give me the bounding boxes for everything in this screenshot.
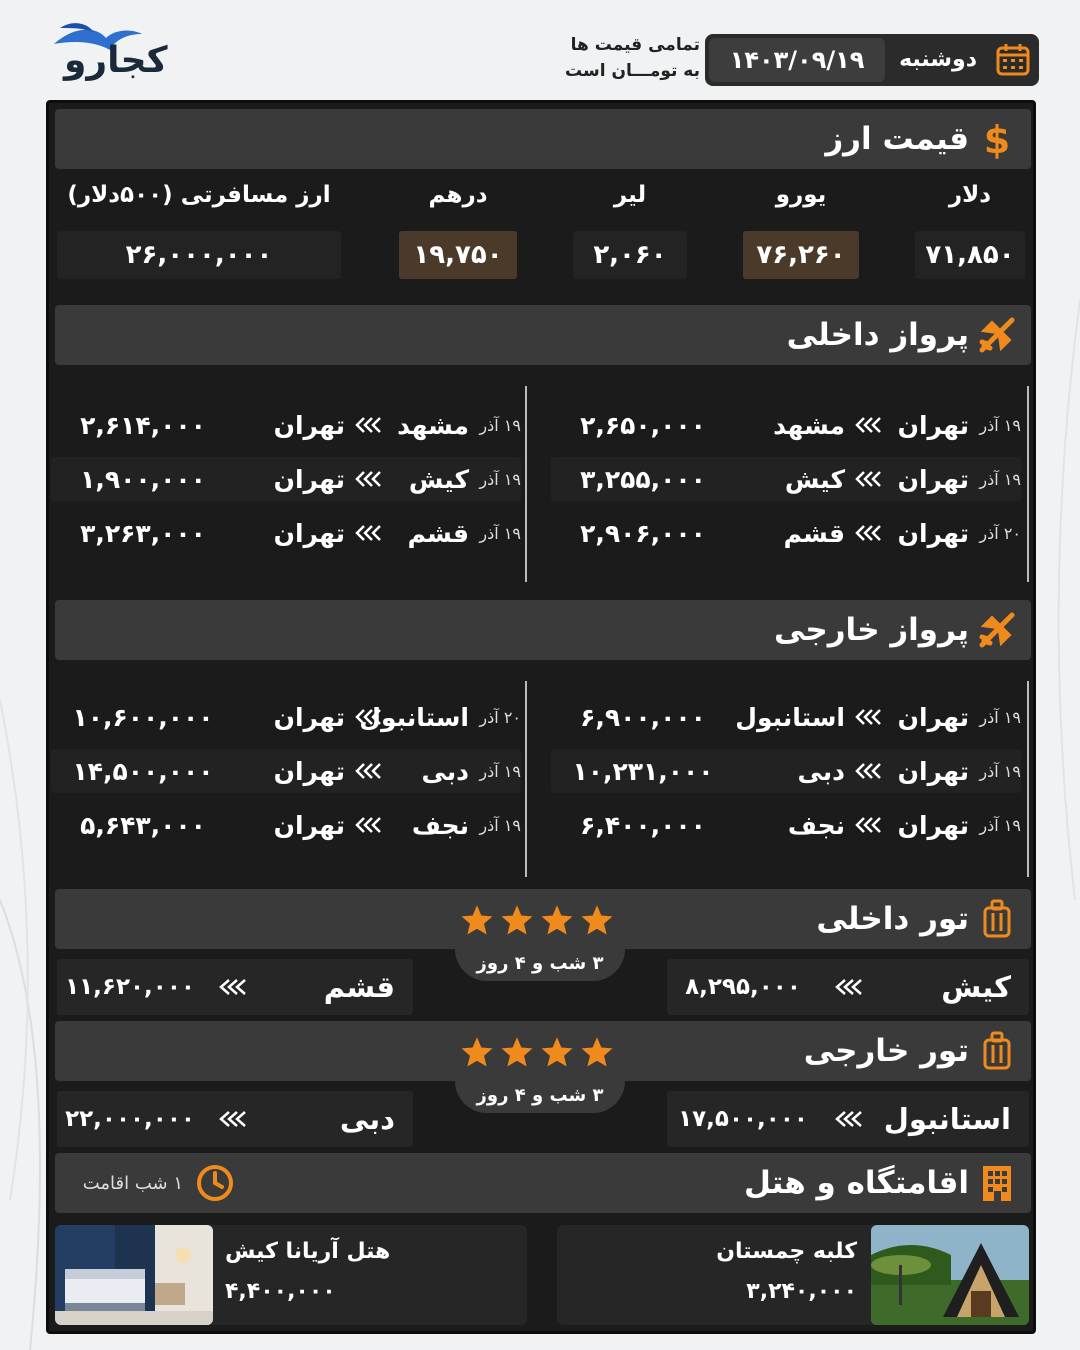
foreign-flights-header [55, 600, 1031, 660]
flight-price: ۶,۴۰۰,۰۰۰ [580, 810, 706, 840]
foreign-tour-duration: ۳ شب و ۴ روز [455, 1081, 625, 1113]
price-note-line2: به تومـــان است [565, 61, 700, 81]
flight-price: ۱۴,۵۰۰,۰۰۰ [72, 756, 214, 786]
star-icon [499, 903, 535, 943]
divider [1027, 386, 1029, 582]
flight-row[interactable] [551, 511, 1021, 555]
currency-label: یورو [775, 182, 827, 208]
flight-destination: تهران [273, 464, 345, 494]
hotel-name: هتل آریانا کیش [225, 1239, 391, 1264]
chevrons-icon [203, 1109, 263, 1129]
flight-date: ۱۹ آذر [979, 707, 1021, 727]
star-icon [459, 903, 495, 943]
currency-label: ارز مسافرتی (۵۰۰دلار) [67, 182, 331, 208]
flight-origin: نجف [411, 810, 469, 840]
tour-name: قشم [323, 970, 395, 1004]
flight-destination: تهران [273, 410, 345, 440]
currency-dirham [399, 175, 517, 279]
flight-destination: استانبول [735, 702, 845, 732]
stay-info [55, 1153, 235, 1213]
flight-destination: نجف [787, 810, 845, 840]
hotel-card[interactable] [55, 1225, 527, 1325]
flight-price: ۲,۹۰۶,۰۰۰ [580, 518, 706, 548]
flight-origin: تهران [897, 756, 969, 786]
flight-date: ۱۹ آذر [479, 523, 521, 543]
flight-row[interactable] [51, 457, 521, 501]
currency-value: ۷۱,۸۵۰ [915, 231, 1025, 279]
flight-date: ۱۹ آذر [479, 761, 521, 781]
chevrons-icon [845, 415, 891, 435]
star-icon [459, 1035, 495, 1075]
flight-origin: تهران [897, 702, 969, 732]
chevrons-icon [819, 977, 879, 997]
currency-label: درهم [428, 182, 488, 208]
divider [525, 681, 527, 877]
weekday: دوشنبه [899, 47, 977, 72]
stay-text: ۱ شب اقامت [82, 1172, 183, 1194]
star-icon [579, 903, 615, 943]
currency-value: ۷۶,۲۶۰ [743, 231, 859, 279]
chevrons-icon [845, 707, 891, 727]
domestic-flights-title: پرواز داخلی [786, 317, 969, 353]
flight-date: ۱۹ آذر [479, 815, 521, 835]
flight-price: ۲,۶۱۴,۰۰۰ [80, 410, 206, 440]
flight-destination: دبی [797, 756, 845, 786]
flight-destination: تهران [273, 518, 345, 548]
flight-price: ۱۰,۶۰۰,۰۰۰ [72, 702, 214, 732]
flight-origin: تهران [897, 464, 969, 494]
tour-name: دبی [339, 1102, 395, 1136]
hotel-name: کلبه چمستان [716, 1239, 857, 1264]
foreign-tour-title: تور خارجی [803, 1033, 969, 1069]
price-note-line1: تمامی قیمت ها [570, 35, 700, 55]
flight-price: ۳,۲۶۳,۰۰۰ [80, 518, 206, 548]
flight-origin: استانبول [359, 702, 469, 732]
tour-card[interactable] [57, 1091, 413, 1147]
flight-row[interactable] [51, 749, 521, 793]
tour-card[interactable] [667, 1091, 1029, 1147]
currency-header [55, 109, 1031, 169]
chevrons-icon [345, 415, 391, 435]
plane-icon [977, 610, 1017, 650]
divider [1027, 681, 1029, 877]
chevrons-icon [845, 815, 891, 835]
flight-origin: تهران [897, 410, 969, 440]
currency-title: قیمت ارز [825, 121, 969, 157]
chevrons-icon [345, 707, 391, 727]
hotel-card[interactable] [557, 1225, 1029, 1325]
currency-lira [573, 175, 687, 279]
flight-row[interactable] [551, 457, 1021, 501]
flight-origin: تهران [897, 518, 969, 548]
flight-date: ۱۹ آذر [979, 415, 1021, 435]
domestic-flights-header [55, 305, 1031, 365]
foreign-flights-title: پرواز خارجی [774, 612, 969, 648]
divider [525, 386, 527, 582]
chevrons-icon [345, 469, 391, 489]
tour-price: ۲۲,۰۰۰,۰۰۰ [65, 1106, 195, 1132]
date-value: ۱۴۰۳/۰۹/۱۹ [709, 38, 885, 82]
currency-euro [743, 175, 859, 279]
flight-row[interactable] [551, 749, 1021, 793]
flight-destination: مشهد [773, 410, 845, 440]
dollar-icon [977, 119, 1017, 159]
currency-dollar [915, 175, 1025, 279]
chevrons-icon [345, 523, 391, 543]
flight-price: ۳,۲۵۵,۰۰۰ [580, 464, 706, 494]
currency-value: ۲,۰۶۰ [573, 231, 687, 279]
currency-value: ۱۹,۷۵۰ [399, 231, 517, 279]
currency-label: لیر [613, 182, 647, 208]
tour-price: ۱۱,۶۲۰,۰۰۰ [65, 974, 195, 1000]
tour-price: ۸,۲۹۵,۰۰۰ [685, 974, 801, 1000]
flight-row[interactable] [51, 511, 521, 555]
star-icon [579, 1035, 615, 1075]
hotels-title: اقامتگاه و هتل [743, 1165, 969, 1201]
flight-row[interactable] [551, 803, 1021, 847]
chevrons-icon [345, 761, 391, 781]
currency-label: دلار [948, 182, 992, 208]
tour-name: استانبول [883, 1102, 1011, 1136]
flight-origin: دبی [421, 756, 469, 786]
flight-date: ۱۹ آذر [979, 761, 1021, 781]
flight-destination: قشم [783, 518, 845, 548]
chevrons-icon [203, 977, 263, 997]
currency-value: ۲۶,۰۰۰,۰۰۰ [57, 231, 341, 279]
hotel-photo-room [55, 1225, 213, 1325]
tour-card[interactable] [667, 959, 1029, 1015]
hotel-price: ۳,۲۴۰,۰۰۰ [746, 1279, 857, 1304]
flight-destination: تهران [273, 756, 345, 786]
date-box [705, 34, 1039, 86]
suitcase-icon [977, 899, 1017, 939]
domestic-tour-title: تور داخلی [816, 901, 969, 937]
hotel-photo-cabin [871, 1225, 1029, 1325]
flight-row[interactable] [551, 695, 1021, 739]
tour-name: کیش [941, 970, 1011, 1004]
flight-price: ۵,۶۴۳,۰۰۰ [80, 810, 206, 840]
flight-destination: تهران [273, 810, 345, 840]
domestic-tour-stars [459, 903, 615, 943]
currency-travel [57, 175, 341, 279]
hotel-price: ۴,۴۰۰,۰۰۰ [225, 1279, 336, 1304]
logo-text: کجارو [64, 40, 168, 81]
flight-date: ۱۹ آذر [479, 469, 521, 489]
building-icon [977, 1163, 1017, 1203]
calendar-icon [987, 34, 1039, 86]
star-icon [539, 1035, 575, 1075]
flight-row[interactable] [51, 803, 521, 847]
flight-origin: کیش [408, 464, 469, 494]
chevrons-icon [845, 761, 891, 781]
flight-date: ۱۹ آذر [979, 469, 1021, 489]
flight-origin: قشم [407, 518, 469, 548]
flight-row[interactable] [551, 403, 1021, 447]
star-icon [539, 903, 575, 943]
flight-price: ۱,۹۰۰,۰۰۰ [80, 464, 206, 494]
flight-destination: کیش [784, 464, 845, 494]
suitcase-icon [977, 1031, 1017, 1071]
main-panel [46, 100, 1036, 1334]
flight-price: ۱۰,۲۳۱,۰۰۰ [572, 756, 714, 786]
chevrons-icon [345, 815, 391, 835]
svg-text:$: $ [983, 119, 1011, 159]
flight-row[interactable] [51, 403, 521, 447]
plane-icon [977, 315, 1017, 355]
flight-date: ۲۰ آذر [479, 707, 521, 727]
flight-date: ۱۹ آذر [979, 815, 1021, 835]
flight-date: ۱۹ آذر [479, 415, 521, 435]
flight-destination: تهران [273, 702, 345, 732]
foreign-tour-stars [459, 1035, 615, 1075]
clock-icon [195, 1163, 235, 1203]
price-note [540, 32, 700, 84]
tour-card[interactable] [57, 959, 413, 1015]
flight-row[interactable] [51, 695, 521, 739]
chevrons-icon [845, 469, 891, 489]
flight-price: ۲,۶۵۰,۰۰۰ [580, 410, 706, 440]
flight-price: ۶,۹۰۰,۰۰۰ [580, 702, 706, 732]
domestic-tour-duration: ۳ شب و ۴ روز [455, 949, 625, 981]
chevrons-icon [819, 1109, 879, 1129]
flight-date: ۲۰ آذر [979, 523, 1021, 543]
flight-origin: تهران [897, 810, 969, 840]
flight-origin: مشهد [397, 410, 469, 440]
tour-price: ۱۷,۵۰۰,۰۰۰ [678, 1106, 808, 1132]
star-icon [499, 1035, 535, 1075]
chevrons-icon [845, 523, 891, 543]
